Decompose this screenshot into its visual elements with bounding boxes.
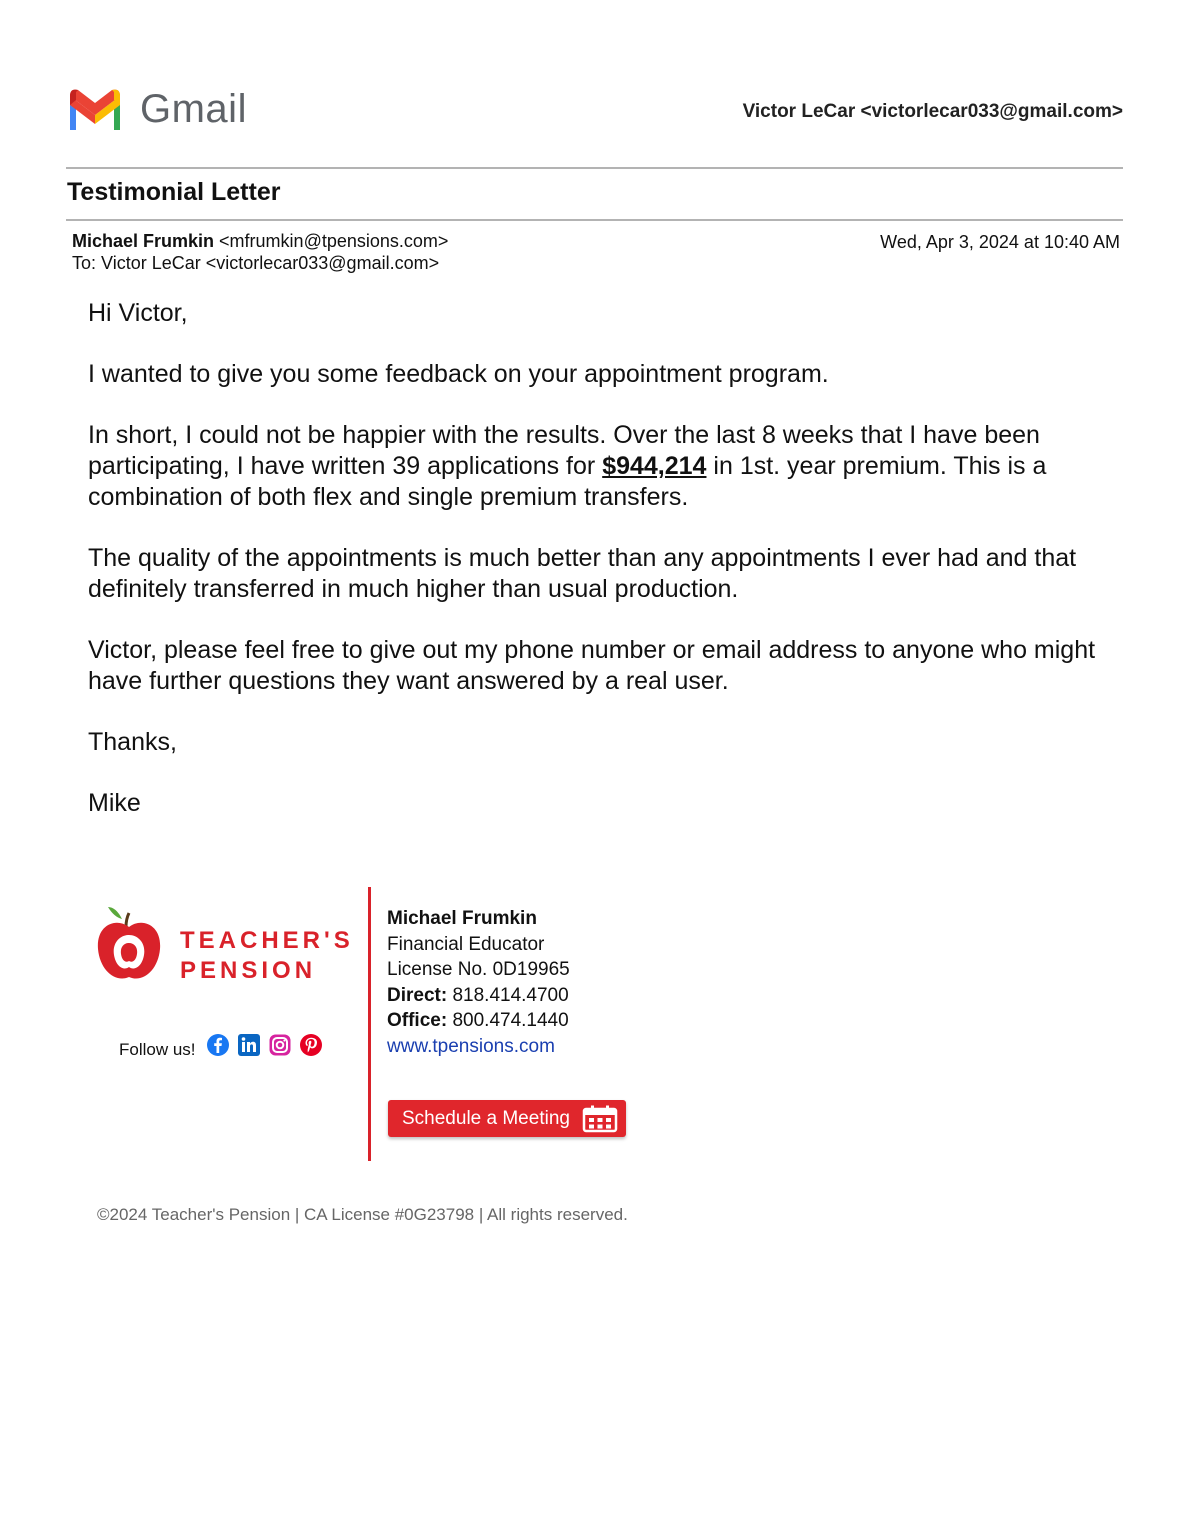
instagram-icon[interactable] (268, 1033, 292, 1057)
gmail-logo[interactable] (66, 86, 247, 132)
email-date: Wed, Apr 3, 2024 at 10:40 AM (880, 232, 1120, 252)
closing: Thanks, (88, 728, 177, 756)
greeting: Hi Victor, (88, 299, 188, 327)
signature-license: License No. 0D19965 (387, 959, 570, 980)
premium-amount: $944,214 (602, 452, 707, 480)
signoff: Mike (88, 789, 141, 817)
paragraph-4: Victor, please feel free to give out my phone number or email address to anyone who might have further questions they want answered by a real user. (88, 636, 1096, 695)
facebook-icon[interactable] (206, 1033, 230, 1057)
gmail-wordmark: Gmail (140, 86, 247, 131)
paragraph-2 (88, 420, 1128, 513)
gmail-m-icon (66, 86, 124, 132)
header-divider (66, 167, 1123, 169)
website-link[interactable]: www.tpensions.com (387, 1035, 555, 1057)
follow-label: Follow us! (119, 1040, 196, 1059)
brand-line-1: TEACHER'S (180, 927, 354, 954)
account-address: Victor LeCar <victorlecar033@gmail.com> (742, 101, 1123, 122)
direct-label: Direct: (387, 984, 448, 1006)
paragraph-2-start: In short, I could not be happier with the results. Over the last 8 weeks that I have been participating, I have written 39 applications for (88, 421, 1040, 480)
paragraph-3: The quality of the appointments is much better than any appointments I ever had and that definitely transferred in much higher than usual production. (88, 544, 1077, 603)
schedule-meeting-label: Schedule a Meeting (402, 1107, 570, 1129)
follow-us (119, 1030, 330, 1060)
direct-phone: 818.414.4700 (447, 984, 569, 1006)
subject-divider (66, 219, 1123, 221)
email-body (88, 298, 1128, 849)
signature-title: Financial Educator (387, 933, 545, 955)
signature-divider (368, 887, 371, 1161)
paragraph-2-end: in 1st. year premium. This is a combination of both flex and single premium transfers. (88, 452, 1047, 511)
signature-name: Michael Frumkin (387, 908, 537, 929)
sender-email: <mfrumkin@tpensions.com> (219, 231, 449, 251)
office-phone: 800.474.1440 (447, 1010, 569, 1031)
brand-line-2: PENSION (180, 957, 317, 984)
pinterest-icon[interactable] (299, 1033, 323, 1057)
paragraph-1: I wanted to give you some feedback on your appointment program. (88, 360, 829, 388)
apple-icon (96, 905, 162, 985)
calendar-icon (582, 1105, 618, 1133)
signature-office (387, 1008, 570, 1034)
signature-direct (387, 983, 570, 1009)
office-label: Office: (387, 1010, 448, 1031)
sender-name: Michael Frumkin (72, 231, 215, 251)
recipient-line: To: Victor LeCar <victorlecar033@gmail.com> (72, 253, 440, 273)
email-subject: Testimonial Letter (67, 178, 281, 206)
sender-line (72, 231, 448, 252)
teachers-pension-logo (96, 905, 162, 990)
linkedin-icon[interactable] (237, 1033, 261, 1057)
signature-details (387, 906, 570, 1059)
brand-name (180, 926, 354, 986)
copyright-footer: ©2024 Teacher's Pension | CA License #0G23798 | All rights reserved. (97, 1205, 628, 1224)
schedule-meeting-button[interactable] (388, 1100, 626, 1137)
